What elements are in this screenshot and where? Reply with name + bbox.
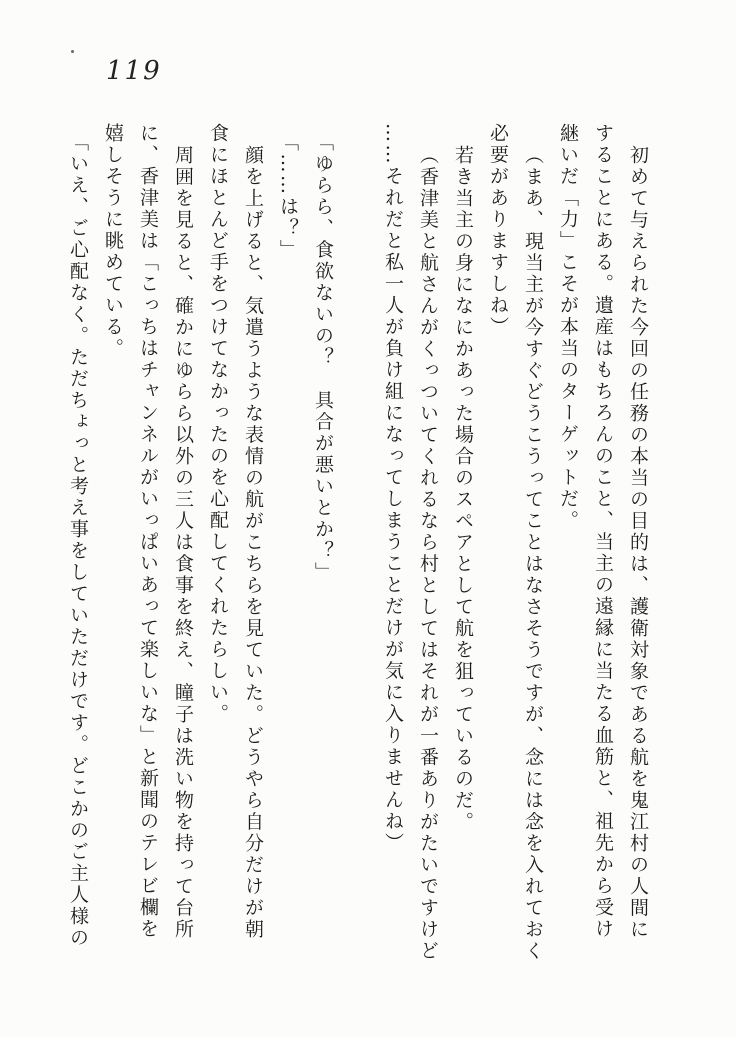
- page-number: 119: [106, 56, 162, 86]
- text-column-8: ……それだと私一人が負け組になってしまうことだけが気に入りませんね）: [382, 123, 404, 854]
- text-column-15: に、香津美は「こっちはチャンネルがいっぱいあって楽しいな」と新聞のテレビ欄を: [137, 123, 159, 940]
- scan-speck: [71, 50, 74, 53]
- text-column-2: することにある。遺産はもちろんのこと、当主の遠縁に当たる血筋と、祖先から受け: [592, 123, 614, 940]
- text-column-7: （香津美と航さんがくっついてくれるなら村としてはそれが一番ありがたいですけど: [417, 144, 439, 962]
- text-column-10: 「ゆらら、食欲ないの？ 具合が悪いとか？」: [312, 131, 334, 583]
- text-column-17: 「いえ、ご心配なく。ただちょっと考え事をしていただけです。どこかのご主人様の: [67, 131, 89, 949]
- text-column-4: （まあ、現当主が今すぐどうこうってことはなさそうですが、念には念を入れておく: [522, 144, 544, 962]
- text-column-3: 継いだ「力」こそが本当のターゲットだ。: [557, 123, 579, 532]
- text-column-6: 若き当主の身になにかあった場合のスペアとして航を狙っているのだ。: [452, 144, 474, 833]
- text-column-14: 周囲を見ると、確かにゆらら以外の三人は食事を終え、瞳子は洗い物を持って台所: [172, 144, 194, 940]
- text-column-5: 必要がありますしね）: [487, 123, 509, 338]
- text-column-11: 「……は？」: [277, 131, 299, 261]
- text-column-13: 食にほとんど手をつけてなかったのを心配してくれたらしい。: [207, 123, 229, 725]
- text-column-12: 顔を上げると、気遣うような表情の航がこちらを見ていた。どうやら自分だけが朝: [242, 144, 264, 940]
- text-column-16: 嬉しそうに眺めている。: [102, 123, 124, 360]
- text-column-1: 初めて与えられた今回の任務の本当の目的は、護衛対象である航を鬼江村の人間に: [627, 144, 649, 940]
- blank-line: [340, 123, 375, 1003]
